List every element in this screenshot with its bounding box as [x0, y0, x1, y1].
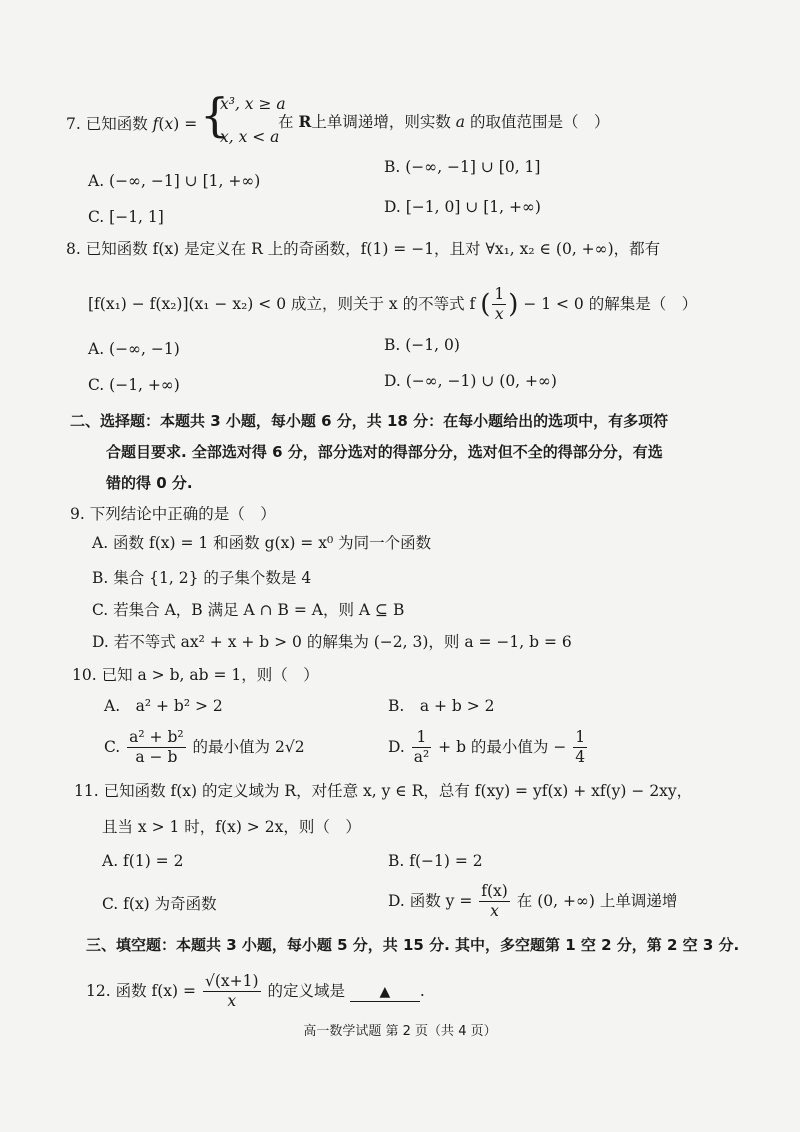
section2-line2: 合题目要求. 全部选对得 6 分，部分选对的得部分分，选对但不全的得部分分，有选: [106, 443, 663, 461]
q8-frac-den: x: [494, 305, 504, 324]
q11-d-fraction: [479, 882, 510, 922]
q11-option-d[interactable]: [388, 882, 677, 922]
q11-option-c[interactable]: C. f(x) 为奇函数: [102, 895, 217, 913]
q7-stem-part: 7. 已知函数: [66, 115, 148, 133]
q10-option-c[interactable]: [104, 728, 305, 768]
q7-brace: {: [200, 88, 230, 142]
q8-option-b[interactable]: B. (−1, 0): [384, 336, 460, 354]
q7-stem-part: 在: [278, 113, 294, 131]
q12-answer-blank[interactable]: ▲: [350, 984, 420, 1003]
q11-option-b[interactable]: B. f(−1) = 2: [388, 852, 483, 870]
q10-c-text: 的最小值为 2√2: [192, 737, 305, 756]
q8-frac-num: 1: [492, 285, 506, 305]
q9-option-d[interactable]: D. 若不等式 ax² + x + b > 0 的解集为 (−2, 3)，则 a = −1, b = 6: [92, 633, 572, 651]
q7-option-a[interactable]: A. (−∞, −1] ∪ [1, +∞): [88, 172, 261, 190]
q10-c-den: a − b: [135, 748, 178, 767]
q10-d-text: + b 的最小值为 −: [438, 737, 567, 756]
q8-line2-part: [f(x₁) − f(x₂)](x₁ − x₂) < 0 成立，则关于 x 的不等式 f: [88, 294, 476, 313]
q12-end: .: [419, 981, 425, 1000]
q10-d-label: D.: [388, 737, 405, 756]
q10-d-den2: 4: [575, 748, 586, 767]
q11-line2: 且当 x > 1 时，f(x) > 2x，则（ ）: [102, 818, 361, 836]
q9-option-a[interactable]: A. 函数 f(x) = 1 和函数 g(x) = x⁰ 为同一个函数: [92, 534, 432, 552]
section2-line3: 错的得 0 分.: [106, 474, 193, 492]
q7-case2: x, x < a: [220, 128, 280, 146]
q7-stem-rest: 在 R上单调递增，则实数 a 的取值范围是（ ）: [278, 112, 610, 131]
q9-option-c[interactable]: C. 若集合 A，B 满足 A ∩ B = A，则 A ⊆ B: [92, 601, 405, 619]
q7-option-d[interactable]: D. [−1, 0] ∪ [1, +∞): [384, 198, 541, 216]
q10-option-a[interactable]: A. a² + b² > 2: [104, 697, 223, 715]
q10-d-den1: a²: [413, 748, 430, 767]
q12-num: √(x+1): [203, 972, 261, 992]
q8-line2-part: − 1 < 0 的解集是（ ）: [523, 294, 698, 313]
q7-stem: 7. 已知函数 f(x) =: [66, 115, 198, 133]
section2-line1: 二、选择题：本题共 3 小题，每小题 6 分，共 18 分：在每小题给出的选项中，有多项符: [70, 412, 669, 430]
q9-option-b[interactable]: B. 集合 {1, 2} 的子集个数是 4: [92, 569, 312, 587]
q10-option-d[interactable]: [388, 728, 589, 768]
q8-option-a[interactable]: A. (−∞, −1): [88, 340, 180, 358]
q8-option-c[interactable]: C. (−1, +∞): [88, 376, 180, 394]
q11-d-num: f(x): [479, 882, 510, 902]
q10-stem: 10. 已知 a > b, ab = 1，则（ ）: [72, 666, 319, 684]
q12-fraction: [203, 972, 261, 1012]
q10-d-num2: 1: [573, 728, 587, 748]
q7-case1: x³, x ≥ a: [220, 95, 286, 113]
q10-d-num1: 1: [412, 728, 431, 748]
q8-option-d[interactable]: D. (−∞, −1) ∪ (0, +∞): [384, 372, 557, 390]
q10-d-fraction1: [412, 728, 431, 768]
q10-c-num: a² + b²: [127, 728, 185, 748]
q11-d-text: 在 (0, +∞) 上单调递增: [516, 891, 678, 910]
q12-line: [86, 972, 425, 1012]
q11-d-label: D. 函数 y =: [388, 891, 473, 910]
q9-stem: 9. 下列结论中正确的是（ ）: [70, 505, 276, 523]
q11-d-den: x: [490, 902, 499, 921]
q8-line1: 8. 已知函数 f(x) 是定义在 R 上的奇函数，f(1) = −1，且对 ∀x₁, x₂ ∈ (0, +∞)，都有: [66, 240, 661, 258]
q12-den: x: [227, 992, 237, 1011]
q7-stem-part: 的取值范围是（ ）: [469, 113, 610, 131]
q8-fraction: [492, 285, 506, 325]
q7-stem-part: 上单调递增，则实数: [311, 113, 451, 131]
q10-d-fraction2: [573, 728, 587, 768]
q8-line2: [f(x₁) − f(x₂)](x₁ − x₂) < 0 成立，则关于 x 的不等式 f ( $\frac{1}{x}$ ) − 1 < 0 的解集是（ ）: [88, 285, 698, 324]
q10-c-label: C.: [104, 737, 121, 756]
section3-line1: 三、填空题：本题共 3 小题，每小题 5 分，共 15 分. 其中，多空题第 1 空 2 分，第 2 空 3 分.: [86, 936, 740, 954]
q7-option-b[interactable]: B. (−∞, −1] ∪ [0, 1]: [384, 158, 541, 176]
q7-option-c[interactable]: C. [−1, 1]: [88, 208, 164, 226]
q11-line1: 11. 已知函数 f(x) 的定义域为 R，对任意 x, y ∈ R，总有 f(xy) = yf(x) + xf(y) − 2xy，: [74, 782, 693, 800]
q10-option-b[interactable]: B. a + b > 2: [388, 697, 495, 715]
q10-c-fraction: [127, 728, 185, 768]
page-footer: 高一数学试题 第 2 页（共 4 页）: [303, 1024, 497, 1039]
q11-option-a[interactable]: A. f(1) = 2: [102, 852, 184, 870]
q12-suffix: 的定义域是: [267, 981, 345, 1000]
q12-prefix: 12. 函数 f(x) =: [86, 981, 196, 1000]
